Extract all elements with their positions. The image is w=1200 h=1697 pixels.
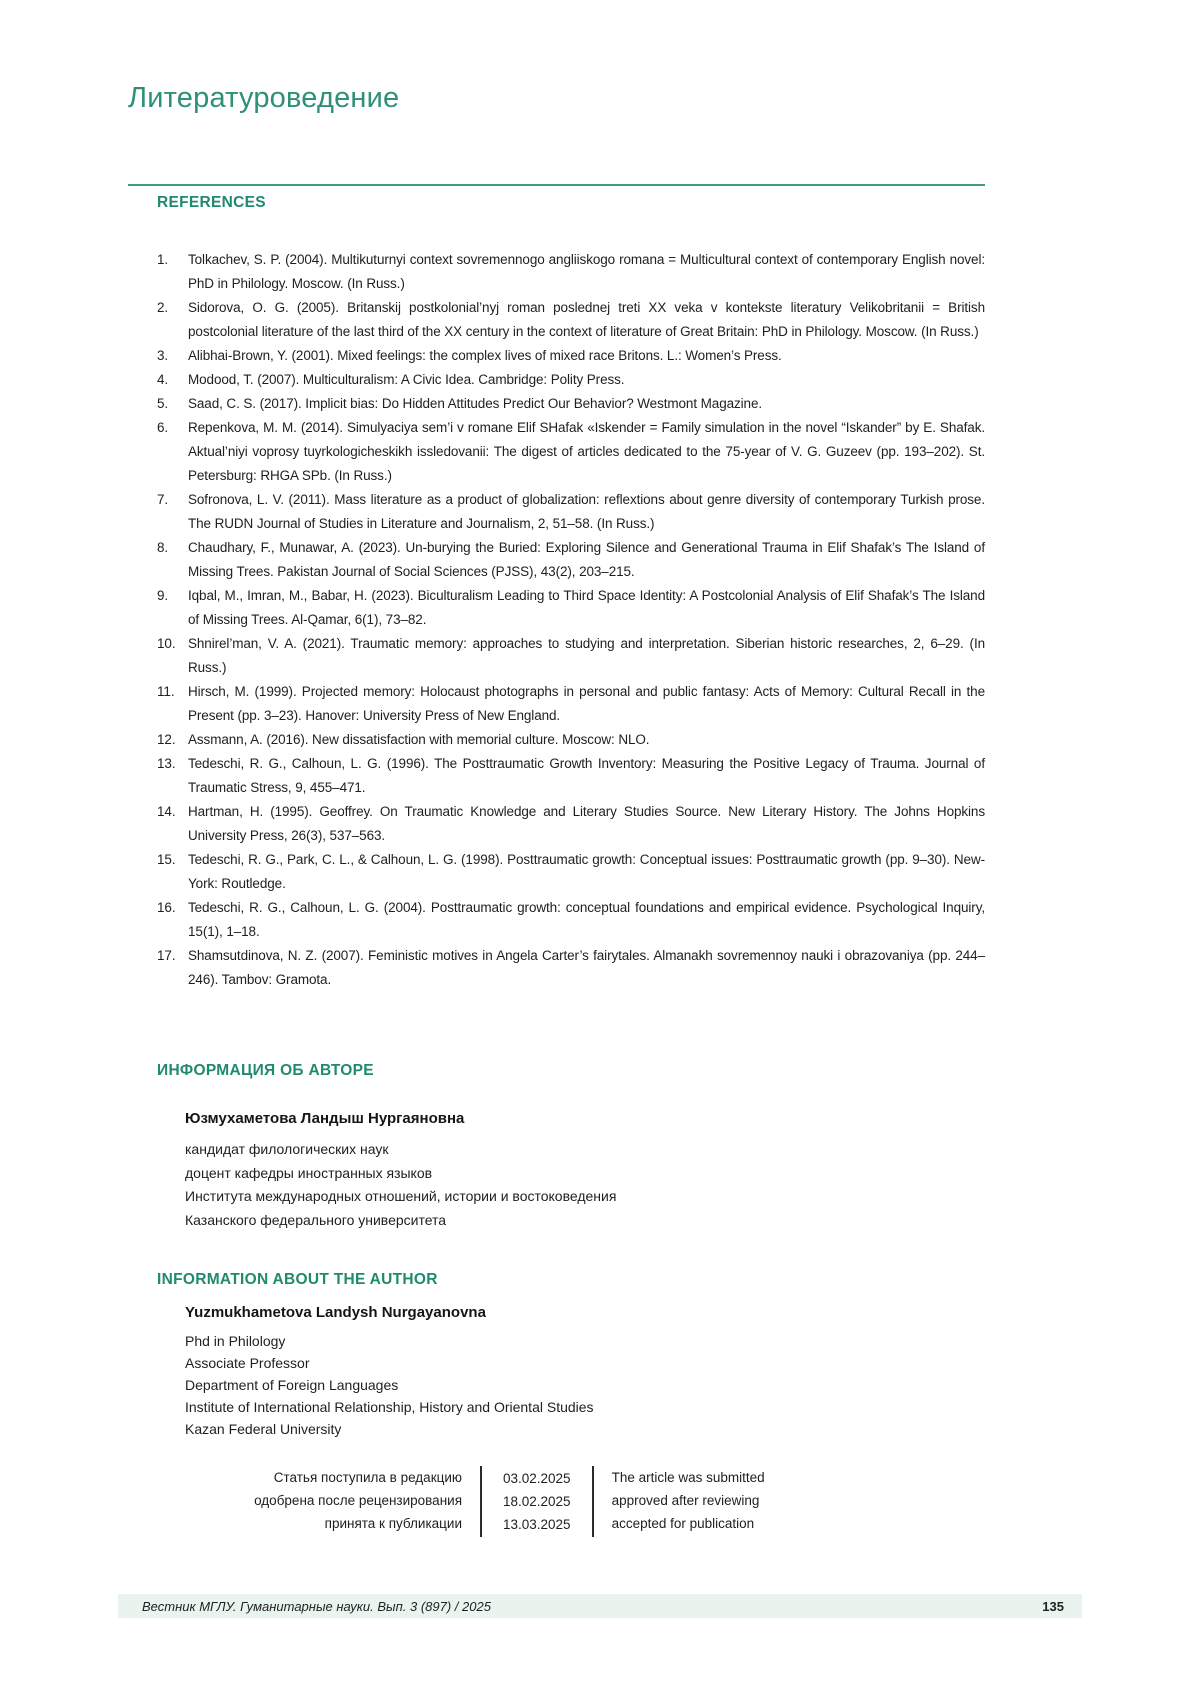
- divider-line: [128, 184, 985, 186]
- approved-label-en: approved after reviewing: [611, 1493, 760, 1508]
- reference-text: Shamsutdinova, N. Z. (2007). Feministic motives in Angela Carter’s fairytales. Almanakh sovremennoy nauki i obrazovaniya (pp. 244–246). Tambov: Gramota.: [188, 948, 985, 987]
- references-list: [157, 248, 985, 992]
- reference-item: [157, 944, 985, 992]
- reference-number: 3.: [157, 348, 169, 363]
- reference-text: Tedeschi, R. G., Park, C. L., & Calhoun, L. G. (1998). Posttraumatic growth: Conceptual issues: Posttraumatic growth (pp. 9–30). New-York: Routledge.: [188, 852, 985, 891]
- reference-number: 4.: [157, 372, 169, 387]
- reference-text: Repenkova, M. M. (2014). Simulyaciya sem’i v romane Elif SHafak «Iskender = Family simulation in the novel “Iskander” by E. Shafak. Aktual’niyi voprosy tuyrkologicheskikh issledovanii: The digest of articles dedicated to the 75-year of V. G. Guzeev (pp. 193–202). St. Petersburg: RHGA SPb. (In Russ.): [188, 420, 985, 483]
- reference-text: Alibhai-Brown, Y. (2001). Mixed feelings: the complex lives of mixed race Britons. L.: Women’s Press.: [188, 348, 782, 363]
- reference-text: Chaudhary, F., Munawar, A. (2023). Un-burying the Buried: Exploring Silence and Generational Trauma in Elif Shafak’s The Island of Missing Trees. Pakistan Journal of Social Sciences (PJSS), 43(2), 203–215.: [188, 540, 985, 579]
- reference-number: 15.: [157, 852, 176, 867]
- reference-number: 11.: [157, 684, 175, 699]
- submitted-label-en: The article was submitted: [611, 1470, 765, 1485]
- reference-text: Sofronova, L. V. (2011). Mass literature as a product of globalization: reflextions about genre diversity of contemporary Turkish prose. The RUDN Journal of Studies in Literature and Journalism, 2, 51–58. (In Russ.): [188, 492, 985, 531]
- approved-label-ru: одобрена после рецензирования: [254, 1493, 462, 1508]
- references-heading: REFERENCES: [157, 194, 266, 211]
- author-name-en: Yuzmukhametova Landysh Nurgayanovna: [185, 1304, 486, 1321]
- page-number: 135: [1042, 1598, 1064, 1614]
- accepted-label-ru: принята к публикации: [324, 1516, 462, 1531]
- reference-number: 2.: [157, 300, 169, 315]
- accepted-date: 13.03.2025: [503, 1517, 571, 1532]
- reference-number: 17.: [157, 948, 176, 963]
- submission-date-values: [480, 1466, 594, 1537]
- author-detail-line: Института международных отношений, истории и востоковедения: [185, 1188, 617, 1204]
- reference-text: Hartman, H. (1995). Geoffrey. On Traumatic Knowledge and Literary Studies Source. New Literary History. The Johns Hopkins University Press, 26(3), 537–563.: [188, 804, 985, 843]
- author-detail-line: Kazan Federal University: [185, 1421, 342, 1437]
- reference-number: 8.: [157, 540, 169, 555]
- author-info-en-heading: INFORMATION ABOUT THE AUTHOR: [157, 1271, 438, 1288]
- reference-item: [157, 896, 985, 944]
- reference-text: Saad, C. S. (2017). Implicit bias: Do Hidden Attitudes Predict Our Behavior? Westmont Magazine.: [188, 396, 763, 411]
- reference-number: 9.: [157, 588, 169, 603]
- author-detail-line: кандидат филологических наук: [185, 1141, 389, 1157]
- reference-number: 16.: [157, 900, 176, 915]
- author-detail-line: доцент кафедры иностранных языков: [185, 1164, 433, 1181]
- approved-date: 18.02.2025: [503, 1494, 571, 1509]
- author-detail-line: Associate Professor: [185, 1355, 310, 1371]
- reference-item: [157, 752, 985, 800]
- author-details-ru: [185, 1138, 616, 1232]
- reference-text: Assmann, A. (2016). New dissatisfaction with memorial culture. Moscow: NLO.: [188, 732, 650, 747]
- submitted-date: 03.02.2025: [503, 1471, 571, 1486]
- journal-title: Вестник МГЛУ. Гуманитарные науки. Вып. 3 (897) / 2025: [142, 1598, 491, 1614]
- reference-item: [157, 248, 985, 296]
- author-name-ru: Юзмухаметова Ландыш Нургаяновна: [185, 1110, 465, 1127]
- reference-number: 13.: [157, 756, 176, 771]
- reference-item: [157, 488, 985, 536]
- reference-item: [157, 392, 985, 416]
- reference-number: 7.: [157, 492, 169, 507]
- category-title: Литературоведение: [128, 82, 400, 114]
- author-detail-line: Phd in Philology: [185, 1333, 286, 1349]
- reference-item: [157, 536, 985, 584]
- submitted-label-ru: Статья поступила в редакцию: [273, 1470, 462, 1485]
- reference-item: [157, 632, 985, 680]
- author-info-ru-heading: ИНФОРМАЦИЯ ОБ АВТОРЕ: [157, 1062, 374, 1079]
- reference-item: [157, 728, 985, 752]
- reference-number: 10.: [157, 636, 176, 651]
- reference-item: [157, 800, 985, 848]
- submission-labels-en: [594, 1466, 765, 1537]
- author-detail-line: Казанского федерального университета: [185, 1211, 447, 1228]
- reference-number: 12.: [157, 732, 176, 747]
- reference-text: Iqbal, M., Imran, M., Babar, H. (2023). Biculturalism Leading to Third Space Identity: A Postcolonial Analysis of Elif Shafak’s The Island of Missing Trees. Al-Qamar, 6(1), 73–82.: [188, 588, 985, 627]
- reference-item: [157, 416, 985, 488]
- reference-text: Sidorova, O. G. (2005). Britanskij postkolonial’nyj roman poslednej treti XX veka v kontekste literatury Velikobritanii = British postcolonial literature of the last third of the XX century in the context of literature of Great Britain: PhD in Philology. Moscow. (In Russ.): [188, 300, 985, 339]
- reference-item: [157, 848, 985, 896]
- reference-text: Shnirel’man, V. A. (2021). Traumatic memory: approaches to studying and interpretation. Siberian historic researches, 2, 6–29. (In Russ.): [188, 636, 985, 675]
- author-detail-line: Institute of International Relationship, History and Oriental Studies: [185, 1399, 594, 1415]
- reference-number: 5.: [157, 396, 169, 411]
- reference-item: [157, 368, 985, 392]
- author-detail-line: Department of Foreign Languages: [185, 1377, 399, 1393]
- reference-item: [157, 296, 985, 344]
- reference-item: [157, 680, 985, 728]
- submission-dates-block: [128, 1466, 765, 1537]
- reference-item: [157, 584, 985, 632]
- reference-text: Tolkachev, S. P. (2004). Multikuturnyi context sovremennogo angliiskogo romana = Multicultural context of contemporary English novel: PhD in Philology. Moscow. (In Russ.): [188, 252, 985, 291]
- submission-labels-ru: [128, 1466, 480, 1537]
- accepted-label-en: accepted for publication: [611, 1516, 755, 1531]
- reference-text: Tedeschi, R. G., Calhoun, L. G. (1996). The Posttraumatic Growth Inventory: Measuring the Positive Legacy of Trauma. Journal of Traumatic Stress, 9, 455–471.: [188, 756, 985, 795]
- reference-number: 6.: [157, 420, 169, 435]
- reference-number: 14.: [157, 804, 176, 819]
- reference-text: Tedeschi, R. G., Calhoun, L. G. (2004). Posttraumatic growth: conceptual foundations and empirical evidence. Psychological Inquiry, 15(1), 1–18.: [188, 900, 985, 939]
- footer-bar: [118, 1594, 1082, 1618]
- reference-item: [157, 344, 985, 368]
- reference-text: Modood, T. (2007). Multiculturalism: A Civic Idea. Cambridge: Polity Press.: [188, 372, 625, 387]
- author-details-en: [185, 1330, 594, 1440]
- reference-text: Hirsch, M. (1999). Projected memory: Holocaust photographs in personal and public fantasy: Acts of Memory: Cultural Recall in the Present (pp. 3–23). Hanover: University Press of New England.: [188, 684, 985, 723]
- reference-number: 1.: [157, 252, 169, 267]
